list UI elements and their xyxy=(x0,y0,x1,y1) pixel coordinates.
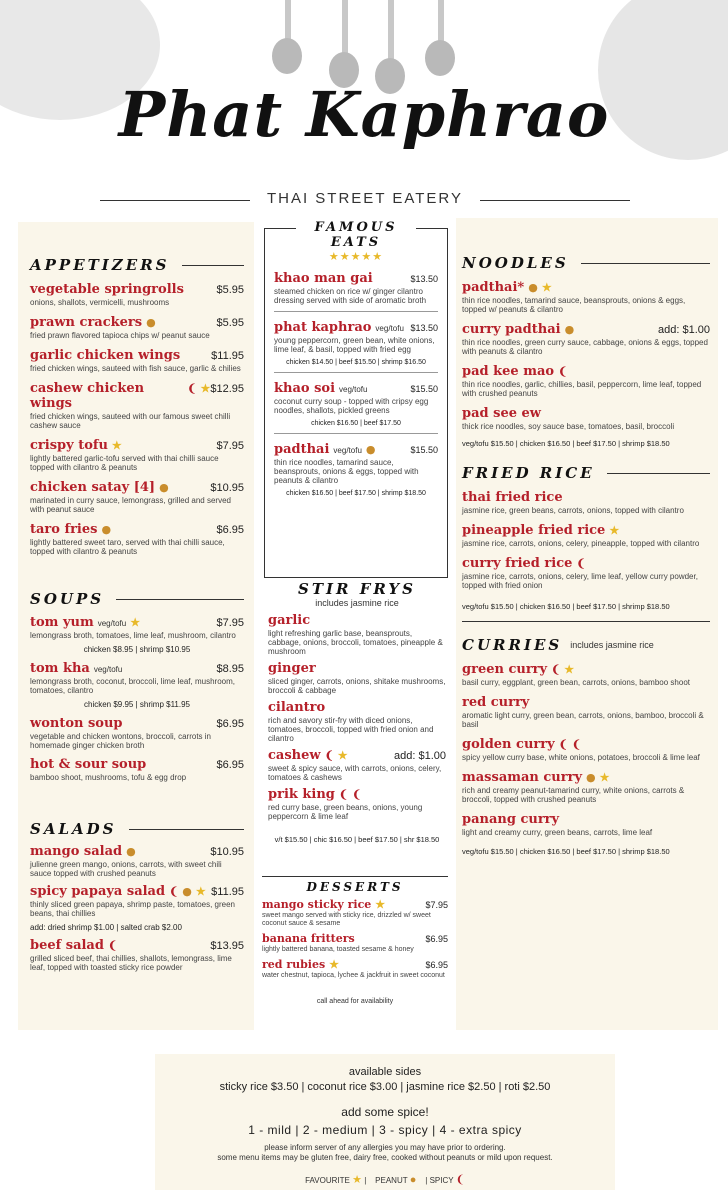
menu-item-name: wonton soup xyxy=(30,716,123,731)
menu-item-description: young peppercorn, green bean, white onions, lime leaf, & basil, topped with fried egg xyxy=(274,336,435,354)
stir-fry-variants: v/t $15.50 | chic $16.50 | beef $17.50 | shr $18.50 xyxy=(274,835,440,844)
menu-item-name: prik king xyxy=(268,787,335,802)
menu-item-name: thai fried rice xyxy=(462,490,563,505)
desserts-box xyxy=(258,872,452,1040)
menu-item-description: fried chicken wings, sauteed with our famous sweet chilli cashew sauce xyxy=(30,412,231,430)
menu-item-name: padthai* xyxy=(462,280,525,295)
menu-item xyxy=(30,480,244,514)
icon-legend: FAVOURITE ★ | PEANUT ● | SPICY ❨ xyxy=(305,1174,465,1186)
menu-item-name: curry fried rice xyxy=(462,556,573,571)
menu-item-description: rich and savory stir-fry with diced onions, tomatoes, broccoli, topped with fried onion and cilantro xyxy=(268,716,434,743)
menu-item-description: thin rice noodles, green curry sauce, cabbage, onions & eggs, topped with peanuts & cilantro xyxy=(462,338,708,356)
menu-item-name: massaman curry xyxy=(462,770,583,785)
menu-item-tag: veg/tofu xyxy=(375,324,404,333)
star-icon: ★ xyxy=(111,439,122,452)
menu-item-price: $11.95 xyxy=(211,886,244,898)
famous-list xyxy=(274,271,438,497)
salads-title: SALADS xyxy=(30,820,244,838)
menu-item xyxy=(262,898,448,928)
menu-item-description: sweet & spicy sauce, with carrots, onions, celery, tomatoes & cashews xyxy=(268,764,442,782)
menu-item-name: vegetable springrolls xyxy=(30,282,184,297)
menu-item-price: $7.95 xyxy=(216,617,244,629)
desserts-title: DESSERTS xyxy=(306,880,404,894)
menu-item xyxy=(274,381,438,434)
fried-rice-title: FRIED RICE xyxy=(462,464,710,482)
menu-item xyxy=(274,320,438,373)
menu-item xyxy=(30,315,244,340)
menu-item-name: banana fritters xyxy=(262,932,355,945)
menu-item-description: thin rice noodles, garlic, chillies, basil, peppercorn, lime leaf, topped with crushed peanuts xyxy=(462,380,702,398)
menu-item-price: $12.95 xyxy=(210,383,244,395)
menu-item-description: sweet mango served with sticky rice, drizzled w/ sweet coconut sauce & sesame xyxy=(262,912,431,927)
menu-item-name: phat kaphrao xyxy=(274,320,372,335)
noodles-list xyxy=(462,280,710,431)
menu-item-name: mango salad xyxy=(30,844,123,859)
menu-item-name: red rubies xyxy=(262,958,326,971)
salads-list xyxy=(30,844,244,972)
star-icon: ★ xyxy=(200,382,211,395)
menu-item-price: $6.95 xyxy=(216,524,244,536)
peanut-icon: ● xyxy=(182,885,192,898)
menu-item-price: add: $1.00 xyxy=(394,750,446,762)
menu-item-variants: chicken $9.95 | shrimp $11.95 xyxy=(84,700,190,709)
tagline: THAI STREET EATERY xyxy=(266,190,464,207)
menu-item-name: khao man gai xyxy=(274,271,373,286)
menu-item-tag: veg/tofu xyxy=(93,665,123,674)
menu-item xyxy=(462,364,710,398)
menu-item-name: hot & sour soup xyxy=(30,757,147,772)
menu-item-description: fried chicken wings, sauteed with fish sauce, garlic & chilies xyxy=(30,364,241,373)
menu-item xyxy=(462,737,710,762)
menu-item xyxy=(30,282,244,307)
menu-item xyxy=(268,661,446,695)
menu-item xyxy=(30,381,244,430)
fried-rice-list xyxy=(462,490,710,590)
star-icon: ★ xyxy=(609,524,620,537)
menu-item xyxy=(30,348,244,373)
spice-title: add some spice! xyxy=(341,1105,429,1119)
menu-item xyxy=(30,757,244,782)
tagline-row xyxy=(100,190,630,212)
menu-item-name: garlic xyxy=(268,613,311,628)
menu-item xyxy=(462,523,710,548)
chili-icon: ❨ xyxy=(455,1174,465,1186)
menu-item-price: $6.95 xyxy=(425,960,448,970)
chili-icon: ❨ xyxy=(324,749,334,762)
peanut-icon: ● xyxy=(159,481,169,494)
menu-item-description: lemongrass broth, coconut, broccoli, lime leaf, mushroom, tomatoes, cilantro xyxy=(30,677,235,695)
menu-item-description: jasmine rice, carrots, onions, celery, pineapple, topped with cilantro xyxy=(462,539,700,548)
spice-levels: 1 - mild | 2 - medium | 3 - spicy | 4 - extra spicy xyxy=(248,1123,522,1137)
menu-item-variants: chicken $14.50 | beef $15.50 | shrimp $16.50 xyxy=(286,359,426,366)
menu-item-name: curry padthai xyxy=(462,322,561,337)
chili-icon: ❨ xyxy=(551,663,561,676)
chili-icon: ❨ xyxy=(576,557,586,570)
menu-item-name: beef salad xyxy=(30,938,104,953)
famous-eats-title: FAMOUS EATS xyxy=(296,220,416,250)
menu-item-description: onions, shallots, vermicelli, mushrooms xyxy=(30,298,170,307)
menu-item-name: cashew chicken wings xyxy=(30,381,145,411)
menu-item-price: $7.95 xyxy=(216,440,244,452)
menu-item xyxy=(268,787,446,821)
menu-item-price: $6.95 xyxy=(216,759,244,771)
menu-item-name: pad kee mao xyxy=(462,364,555,379)
menu-item-variants: chicken $16.50 | beef $17.50 xyxy=(311,420,401,427)
right-panel xyxy=(456,218,718,1030)
menu-item xyxy=(30,844,244,878)
star-icon: ★ xyxy=(564,663,575,676)
menu-item xyxy=(268,700,446,743)
menu-item-description: lemongrass broth, tomatoes, lime leaf, mushroom, cilantro xyxy=(30,631,236,640)
menu-item-price: $11.95 xyxy=(211,350,244,362)
menu-item-name: pineapple fried rice xyxy=(462,523,606,538)
menu-item-name: pad see ew xyxy=(462,406,541,421)
menu-item-description: lightly battered garlic-tofu served with thai chilli sauce topped with cilantro & peanuts xyxy=(30,454,219,472)
menu-item xyxy=(30,661,244,709)
menu-item-price: $5.95 xyxy=(216,284,244,296)
menu-item-description: spicy yellow curry base, white onions, potatoes, broccoli & lime leaf xyxy=(462,753,700,762)
menu-item-price: $13.95 xyxy=(210,940,244,952)
peanut-icon: ● xyxy=(564,323,575,336)
menu-item-price: $10.95 xyxy=(210,846,244,858)
star-icon: ★ xyxy=(329,958,340,971)
menu-item xyxy=(30,438,244,472)
menu-item-description: coconut curry soup - topped with cripsy egg noodles, shallots, pickled greens xyxy=(274,397,429,415)
menu-item-price: $10.95 xyxy=(210,482,244,494)
menu-item-name: prawn crackers xyxy=(30,315,143,330)
menu-item-name: panang curry xyxy=(462,812,560,827)
star-icon: ★ xyxy=(541,281,552,294)
peanut-icon: ● xyxy=(528,281,538,294)
menu-item xyxy=(462,812,710,837)
menu-item-price: $13.50 xyxy=(410,323,438,333)
stir-fry-note: includes jasmine rice xyxy=(315,598,399,608)
curries-title: CURRIES includes jasmine rice xyxy=(462,636,654,654)
chili-icon: ❨ xyxy=(571,738,582,751)
menu-item-price: $15.50 xyxy=(410,445,438,455)
menu-item-name: taro fries xyxy=(30,522,98,537)
chili-icon: ❨ xyxy=(338,788,349,801)
menu-item-description: water chestnut, tapioca, lychee & jackfruit in sweet coconut xyxy=(262,972,445,979)
menu-item xyxy=(30,884,244,932)
menu-item-description: light and creamy curry, green beans, carrots, lime leaf xyxy=(462,828,653,837)
menu-item-description: steamed chicken on rice w/ ginger cilantro dressing served with side of aromatic broth xyxy=(274,287,427,305)
menu-item-name: cilantro xyxy=(268,700,326,715)
stir-fry-section xyxy=(264,580,450,844)
chili-icon: ❨ xyxy=(169,885,179,898)
menu-item-name: ginger xyxy=(268,661,316,676)
peanut-icon: ● xyxy=(409,1174,417,1186)
menu-item-description: rich and creamy peanut-tamarind curry, white onions, carrots & broccoli, topped with crushed peanuts xyxy=(462,786,685,804)
menu-item-price: $15.50 xyxy=(410,384,438,394)
menu-item-price: add: $1.00 xyxy=(658,324,710,336)
peanut-icon: ● xyxy=(126,845,136,858)
menu-item-description: lightly battered banana, toasted sesame & honey xyxy=(262,946,414,953)
allergy-note: please inform server of any allergies you may have prior to ordering. xyxy=(264,1143,506,1152)
menu-item xyxy=(262,958,448,980)
menu-item-price: $13.50 xyxy=(410,274,438,284)
menu-item-name: tom yum xyxy=(30,615,94,630)
menu-item-description: thick rice noodles, soy sauce base, tomatoes, basil, broccoli xyxy=(462,422,675,431)
menu-item-name: spicy papaya salad xyxy=(30,884,166,899)
menu-item-price: $8.95 xyxy=(216,663,244,675)
menu-item-name: padthai xyxy=(274,442,330,457)
menu-item-price: $5.95 xyxy=(216,317,244,329)
dietary-note: some menu items may be gluten free, dairy free, cooked without peanuts or mild upon request. xyxy=(217,1153,553,1162)
menu-item-name: tom kha xyxy=(30,661,90,676)
menu-item xyxy=(462,662,710,687)
menu-item-description: marinated in curry sauce, lemongrass, grilled and served with peanut sauce xyxy=(30,496,231,514)
menu-item xyxy=(462,695,710,729)
menu-item-description: aromatic light curry, green bean, carrots, onions, bamboo, broccoli & basil xyxy=(462,711,704,729)
menu-item xyxy=(30,522,244,556)
noodles-variants: veg/tofu $15.50 | chicken $16.50 | beef $17.50 | shrimp $18.50 xyxy=(462,439,670,448)
stir-fry-list xyxy=(268,613,446,821)
star-icon: ★ xyxy=(375,898,386,911)
menu-item-description: bamboo shoot, mushrooms, tofu & egg drop xyxy=(30,773,187,782)
menu-item xyxy=(262,932,448,954)
soups-list xyxy=(30,615,244,782)
curries-variants: veg/tofu $15.50 | chicken $16.50 | beef $17.50 | shrimp $18.50 xyxy=(462,847,670,856)
menu-item-name: khao soi xyxy=(274,381,336,396)
menu-item-description: vegetable and chicken wontons, broccoli, carrots in homemade ginger chicken broth xyxy=(30,732,211,750)
call-ahead-note: call ahead for availability xyxy=(316,998,394,1005)
chili-icon: ❨ xyxy=(558,738,568,751)
menu-item xyxy=(462,322,710,356)
menu-item xyxy=(30,615,244,654)
sides-list: sticky rice $3.50 | coconut rice $3.00 | jasmine rice $2.50 | roti $2.50 xyxy=(219,1081,551,1093)
menu-item-price: $6.95 xyxy=(425,934,448,944)
menu-item-description: basil curry, eggplant, green bean, carrots, onions, bamboo shoot xyxy=(462,678,690,687)
sides-panel xyxy=(155,1054,615,1190)
menu-item-tag: veg/tofu xyxy=(339,385,368,394)
menu-item-description: thin rice noodles, tamarind sauce, beansprouts, onions & eggs, topped with peanuts & cilantro xyxy=(274,458,419,485)
menu-item-description: fried prawn flavored tapioca chips w/ peanut sauce xyxy=(30,331,210,340)
menu-item-description: jasmine rice, green beans, carrots, onions, topped with cilantro xyxy=(462,506,684,515)
menu-item-name: garlic chicken wings xyxy=(30,348,181,363)
menu-item-name: mango sticky rice xyxy=(262,898,372,911)
menu-item-description: julienne green mango, onions, carrots, with sweet chili sauce topped with crushed peanuts xyxy=(30,860,222,878)
menu-item xyxy=(274,271,438,312)
chili-icon: ❨ xyxy=(558,365,568,378)
appetizers-list xyxy=(30,282,244,556)
menu-item-price: $7.95 xyxy=(425,900,448,910)
peanut-icon: ● xyxy=(365,443,376,456)
appetizers-title: APPETIZERS xyxy=(30,256,244,274)
menu-item-name: red curry xyxy=(462,695,530,710)
menu-item xyxy=(274,442,438,497)
menu-item-variants: chicken $8.95 | shrimp $10.95 xyxy=(83,645,191,654)
five-star-rating: ★★★★★ xyxy=(328,251,384,263)
left-panel xyxy=(18,222,254,1030)
star-icon: ★ xyxy=(352,1174,362,1186)
menu-item-description: grilled sliced beef, thai chillies, shallots, lemongrass, lime leaf, topped with toasted sticky rice powder xyxy=(30,954,232,972)
star-icon: ★ xyxy=(130,616,141,629)
menu-item-tag: veg/tofu xyxy=(333,446,362,455)
menu-item-description: thin rice noodles, tamarind sauce, beansprouts, onions & eggs, topped w/ peanuts & cilantro xyxy=(462,296,686,314)
stir-fry-title: STIR FRYS xyxy=(298,580,416,598)
star-icon: ★ xyxy=(599,771,610,784)
menu-item-name: green curry xyxy=(462,662,548,677)
menu-item xyxy=(462,280,710,314)
menu-item-description: lightly battered sweet taro, served with thai chilli sauce, topped with cilantro & peanuts xyxy=(30,538,225,556)
chili-icon: ❨ xyxy=(187,382,197,395)
menu-item-tag: veg/tofu xyxy=(97,619,127,628)
menu-item xyxy=(462,406,710,431)
noodles-title: NOODLES xyxy=(462,254,710,272)
menu-item xyxy=(268,613,446,656)
brand-logo: Phat Kaphrao xyxy=(118,78,610,151)
star-icon: ★ xyxy=(195,885,206,898)
star-icon: ★ xyxy=(337,749,348,762)
menu-item-description: light refreshing garlic base, beansprouts, cabbage, onions, broccoli, tomatoes, pineapple & mushroom xyxy=(268,629,443,656)
menu-item xyxy=(462,490,710,515)
menu-item-name: chicken satay [4] xyxy=(30,480,156,495)
desserts-list xyxy=(262,898,448,980)
peanut-icon: ● xyxy=(586,771,596,784)
chili-icon: ❨ xyxy=(352,788,362,801)
menu-item-name: golden curry xyxy=(462,737,555,752)
menu-item xyxy=(268,748,446,782)
menu-item-description: sliced ginger, carrots, onions, shitake mushrooms, broccoli & cabbage xyxy=(268,677,446,695)
menu-item-name: crispy tofu xyxy=(30,438,108,453)
menu-item-variants: chicken $16.50 | beef $17.50 | shrimp $18.50 xyxy=(286,490,426,497)
menu-item-description: thinly sliced green papaya, shrimp paste, tomatoes, green beans, thai chillies xyxy=(30,900,236,918)
soups-title: SOUPS xyxy=(30,590,244,608)
curries-list xyxy=(462,662,710,837)
sides-title: available sides xyxy=(348,1066,422,1078)
menu-item-price: $6.95 xyxy=(216,718,244,730)
famous-eats-box xyxy=(264,220,448,578)
menu-item-name: cashew xyxy=(268,748,321,763)
menu-item xyxy=(462,556,710,590)
fried-rice-variants: veg/tofu $15.50 | chicken $16.50 | beef $17.50 | shrimp $18.50 xyxy=(462,602,670,611)
menu-item-description: red curry base, green beans, onions, young peppercorn & lime leaf xyxy=(268,803,423,821)
menu-item xyxy=(30,938,244,972)
chili-icon: ❨ xyxy=(107,939,118,952)
peanut-icon: ● xyxy=(101,523,112,536)
menu-item-description: jasmine rice, carrots, onions, celery, lime leaf, yellow curry powder, topped with fried onion xyxy=(462,572,698,590)
menu-item-extra: add: dried shrimp $1.00 | salted crab $2.00 xyxy=(30,923,182,932)
peanut-icon: ● xyxy=(146,316,156,329)
menu-item xyxy=(30,716,244,750)
menu-item xyxy=(462,770,710,804)
